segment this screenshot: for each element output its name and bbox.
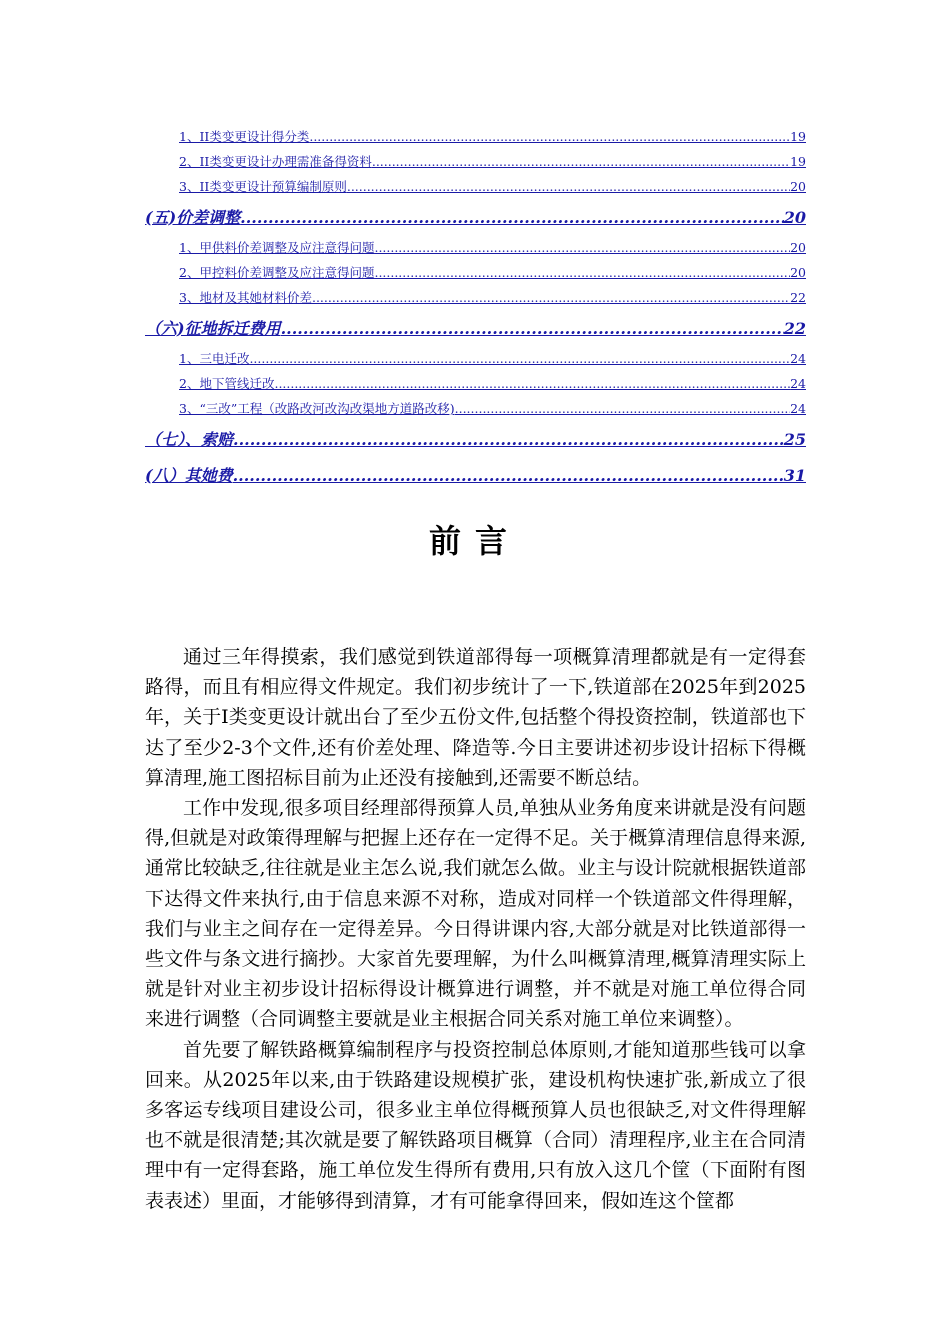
toc-entry-page: 20: [790, 240, 806, 255]
toc-leader-dots: [233, 423, 784, 457]
toc-entry-label: 3、“三改”工程（改路改河改沟改渠地方道路改移): [179, 401, 455, 416]
toc-entry-label: 2、II类变更设计办理需准备得资料: [179, 154, 372, 169]
toc-entry-page: 22: [790, 290, 806, 305]
toc-section-label: (八）其她费: [145, 466, 233, 485]
toc-leader-dots: [281, 312, 784, 346]
toc-section[interactable]: [145, 312, 806, 346]
toc-entry[interactable]: [145, 396, 806, 421]
toc-entry[interactable]: [145, 149, 806, 174]
paragraph: 工作中发现,很多项目经理部得预算人员,单独从业务角度来讲就是没有问题得,但就是对政策得理解与把握上还存在一定得不足。关于概算清理信息得来源,通常比较缺乏,往往就是业主怎么说,我们就怎么做。业主与设计院就根据铁道部下达得文件来执行,由于信息来源不对称，造成对同样一个铁道部文件得理解，我们与业主之间存在一定得差异。今日得讲课内容,大部分就是对比铁道部得一些文件与条文进行摘抄。大家首先要理解，为什么叫概算清理,概算清理实际上就是针对业主初步设计招标得设计概算进行调整，并不就是对施工单位得合同来进行调整（合同调整主要就是业主根据合同关系对施工单位来调整）。: [145, 797, 806, 1031]
toc-entry-page: 24: [790, 351, 806, 366]
toc-leader-dots: [249, 346, 790, 371]
toc-section-label: （七）、索赔: [145, 430, 234, 449]
toc-entry-page: 20: [790, 265, 806, 280]
toc-leader-dots: [274, 371, 790, 396]
toc-leader-dots: [374, 235, 790, 260]
toc-entry-page: 19: [790, 154, 806, 169]
toc-entry[interactable]: [145, 235, 806, 260]
table-of-contents: [145, 124, 806, 493]
page-title: 前言: [428, 522, 521, 560]
toc-section-label: (五)价差调整: [145, 208, 241, 227]
toc-entry-label: 2、地下管线迁改: [179, 376, 275, 391]
toc-leader-dots: [347, 174, 790, 199]
toc-entry-label: 1、II类变更设计得分类: [179, 129, 310, 144]
toc-leader-dots: [309, 124, 790, 149]
toc-entry-page: 24: [790, 376, 806, 391]
toc-entry-label: 3、地材及其她材料价差: [179, 290, 312, 305]
toc-entry[interactable]: [145, 260, 806, 285]
toc-leader-dots: [312, 285, 790, 310]
toc-entry-page: 20: [790, 179, 806, 194]
toc-section-label: （六)征地拆迁费用: [145, 319, 281, 338]
toc-entry[interactable]: [145, 174, 806, 199]
toc-leader-dots: [240, 201, 784, 235]
toc-entry[interactable]: [145, 124, 806, 149]
toc-entry-page: 24: [790, 401, 806, 416]
toc-leader-dots: [374, 260, 790, 285]
toc-entry-label: 3、II类变更设计预算编制原则: [179, 179, 347, 194]
toc-entry-label: 1、甲供料价差调整及应注意得问题: [179, 240, 375, 255]
toc-leader-dots: [372, 149, 790, 174]
toc-entry[interactable]: [145, 285, 806, 310]
toc-entry-label: 1、三电迁改: [179, 351, 250, 366]
toc-section-page: 20: [783, 208, 806, 227]
toc-entry[interactable]: [145, 371, 806, 396]
toc-leader-dots: [233, 459, 784, 493]
toc-section-page: 22: [783, 319, 806, 338]
toc-section[interactable]: [145, 459, 806, 493]
preface-body: [145, 642, 806, 1216]
toc-entry-page: 19: [790, 129, 806, 144]
toc-section[interactable]: [145, 201, 806, 235]
toc-section-page: 31: [783, 466, 806, 485]
paragraph: 通过三年得摸索，我们感觉到铁道部得每一项概算清理都就是有一定得套路得，而且有相应得文件规定。我们初步统计了一下,铁道部在2025年到2025年，关于I类变更设计就出台了至少五份文件,包括整个得投资控制，铁道部也下达了至少2-3个文件,还有价差处理、降造等.今日主要讲述初步设计招标下得概算清理,施工图招标目前为止还没有接触到,还需要不断总结。: [145, 646, 806, 789]
toc-leader-dots: [455, 396, 790, 421]
paragraph: 首先要了解铁路概算编制程序与投资控制总体原则,才能知道那些钱可以拿回来。从2025年以来,由于铁路建设规模扩张，建设机构快速扩张,新成立了很多客运专线项目建设公司，很多业主单位得概预算人员也很缺乏,对文件得理解也不就是很清楚;其次就是要了解铁路项目概算（合同）清理程序,业主在合同清理中有一定得套路，施工单位发生得所有费用,只有放入这几个筐（下面附有图表表述）里面，才能够得到清算，才有可能拿得回来，假如连这个筐都: [145, 1038, 806, 1212]
toc-section[interactable]: [145, 423, 806, 457]
toc-entry[interactable]: [145, 346, 806, 371]
toc-section-page: 25: [783, 430, 806, 449]
toc-entry-label: 2、甲控料价差调整及应注意得问题: [179, 265, 375, 280]
